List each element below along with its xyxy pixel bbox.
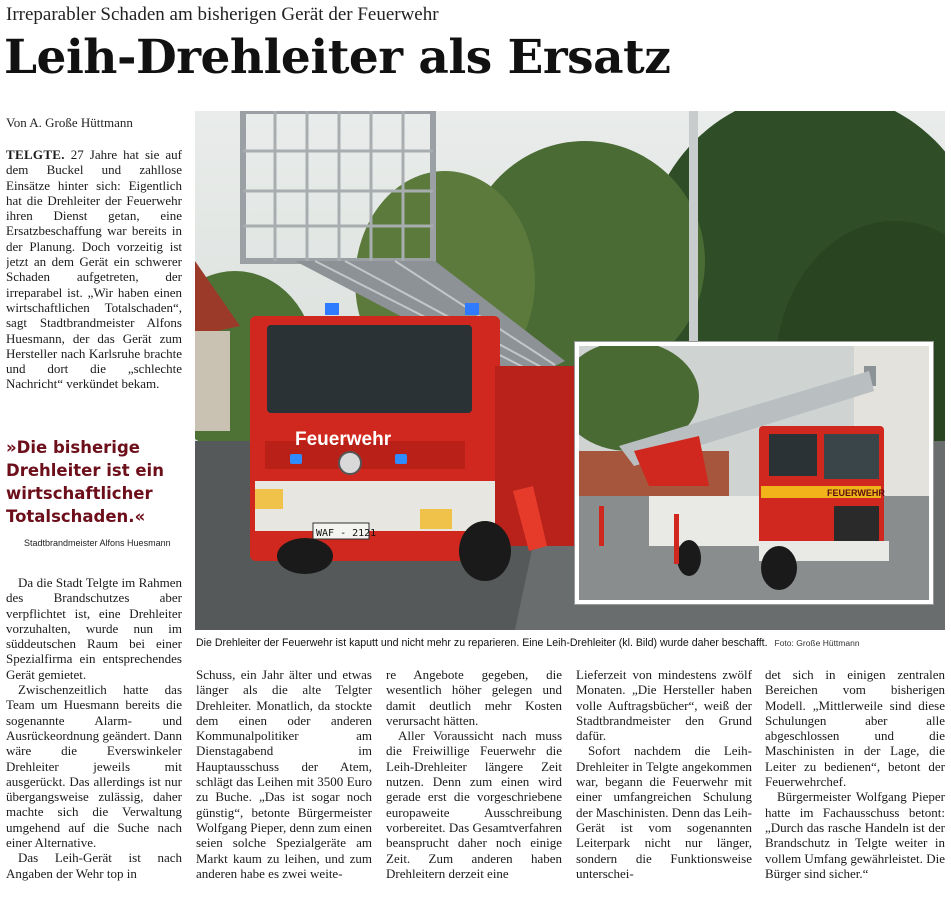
caption-text: Die Drehleiter der Feuerwehr ist kaputt und nicht mehr zu reparieren. Eine Leih-Drehleiter (kl. Bild) wurde daher beschafft. [196,637,768,649]
photo-credit: Foto: Große Hüttmann [774,638,860,648]
paragraph: Bürgermeister Wolfgang Pieper hatte im Fachausschuss betont: „Durch das rasche Handeln ist der Brandschutz in Telgte weiter in vollem Umfang gewährleistet. Die Bürger sind sicher.“ [765,789,945,881]
kicker: Irreparabler Schaden am bisherigen Gerät der Feuerwehr [6,4,439,25]
headline: Leih-Drehleiter als Ersatz [4,30,671,85]
paragraph: Das Leih-Gerät ist nach Angaben der Wehr top in [6,850,182,881]
column-5 [765,667,945,897]
paragraph: Schuss, ein Jahr älter und etwas länger als die alte Telgter Drehleiter. Monatlich, da stockte dem einen oder anderen Kommunalpolitiker am Dienstagabend im Hauptausschuss der Atem, schlägt das Leihen mit 3500 Euro zu Buche. „Das ist sogar noch günstig“, betonte Bürgermeister Wolfgang Pieper, denn zum einen seien solche Spezialgeräte am Markt kaum zu leihen, und zum anderen habe es zwei weite- [196,667,372,881]
lead-text: 27 Jahre hat sie auf dem Buckel und zahllose Einsätze hinter sich: Eigentlich hat die Drehleiter der Feuerwehr ihren Dienst getan, eine Ersatzbeschaffung war bereits in der Planung. Doch vorzeitig ist jetzt an dem Gerät ein schwerer Schaden aufgetreten, der irreparabel ist. „Wir haben einen wirtschaftlichen Totalschaden“, sagt Stadtbrandmeister Alfons Huesmann, der das Gerät zum Hersteller nach Karlsruhe brachte und dort die „schlechte Nachricht“ verkündet bekam. [6,147,182,392]
dateline: TELGTE. [6,147,65,162]
truck-lettering: Feuerwehr [295,429,392,450]
paragraph: Lieferzeit von mindestens zwölf Monaten. „Die Hersteller haben volle Auftragsbücher“, weiß der Stadtbrandmeister den Grund dafür. [576,667,752,744]
paragraph: Da die Stadt Telgte im Rahmen des Brandschutzes aber verpflichtet ist, eine Drehleiter vorzuhalten, wurde nun im süddeutschen Raum bei einer Spezialfirma ein entsprechendes Gerät gemietet. [6,575,182,682]
paragraph: Sofort nachdem die Leih-Drehleiter in Telgte angekommen war, begann die Feuerwehr mit einer umfangreichen Schulung der Maschinisten. Denn das Leih-Gerät ist vom sogenannten Leiterpark nicht nur länger, sondern die Funktionsweise unterschei- [576,743,752,881]
column-3 [386,667,562,897]
pull-quote-source: Stadtbrandmeister Alfons Huesmann [24,538,171,548]
column-1-body [6,575,182,897]
pull-quote: »Die bisherige Drehleiter ist ein wirtschaftlicher Totalschaden.« [6,438,164,526]
column-2 [196,667,372,897]
paragraph: Zwischenzeitlich hatte das Team um Huesmann bereits die sogenannte Alarm- und Ausrückeordnung geändert. Dann wäre die Everswinkeler Drehleiter jeweils mit ausgerückt. Das allerdings ist nur übergangsweise zulässig, daher machte sich die Verwaltung umgehend auf die Suche nach einer Alternative. [6,682,182,851]
column-4 [576,667,752,897]
inset-photo [575,342,933,604]
byline: Von A. Große Hüttmann [6,115,133,130]
photo-caption [196,637,946,649]
paragraph: Aller Voraussicht nach muss die Freiwillige Feuerwehr die Leih-Drehleiter längere Zeit nutzen. Denn zum einen wird gerade erst die vorgeschriebene europaweite Ausschreibung vorbereitet. Das Gesamtverfahren beansprucht daher noch einige Zeit. Zum anderen haben Drehleitern derzeit eine [386,728,562,881]
inset-truck-lettering: FEUERWEHR [827,488,885,498]
paragraph: re Angebote gegeben, die wesentlich höher gelegen und damit deutlich mehr Kosten verursacht hätten. [386,667,562,728]
paragraph: det sich in einigen zentralen Bereichen vom bisherigen Modell. „Mittlerweile sind diese Schulungen aber alle abgeschlossen und die Maschinisten in der Lage, die Leiter zu bedienen“, betont der Feuerwehrchef. [765,667,945,790]
license-plate: WAF - 2121 [316,528,377,539]
column-1-lead [6,147,182,427]
